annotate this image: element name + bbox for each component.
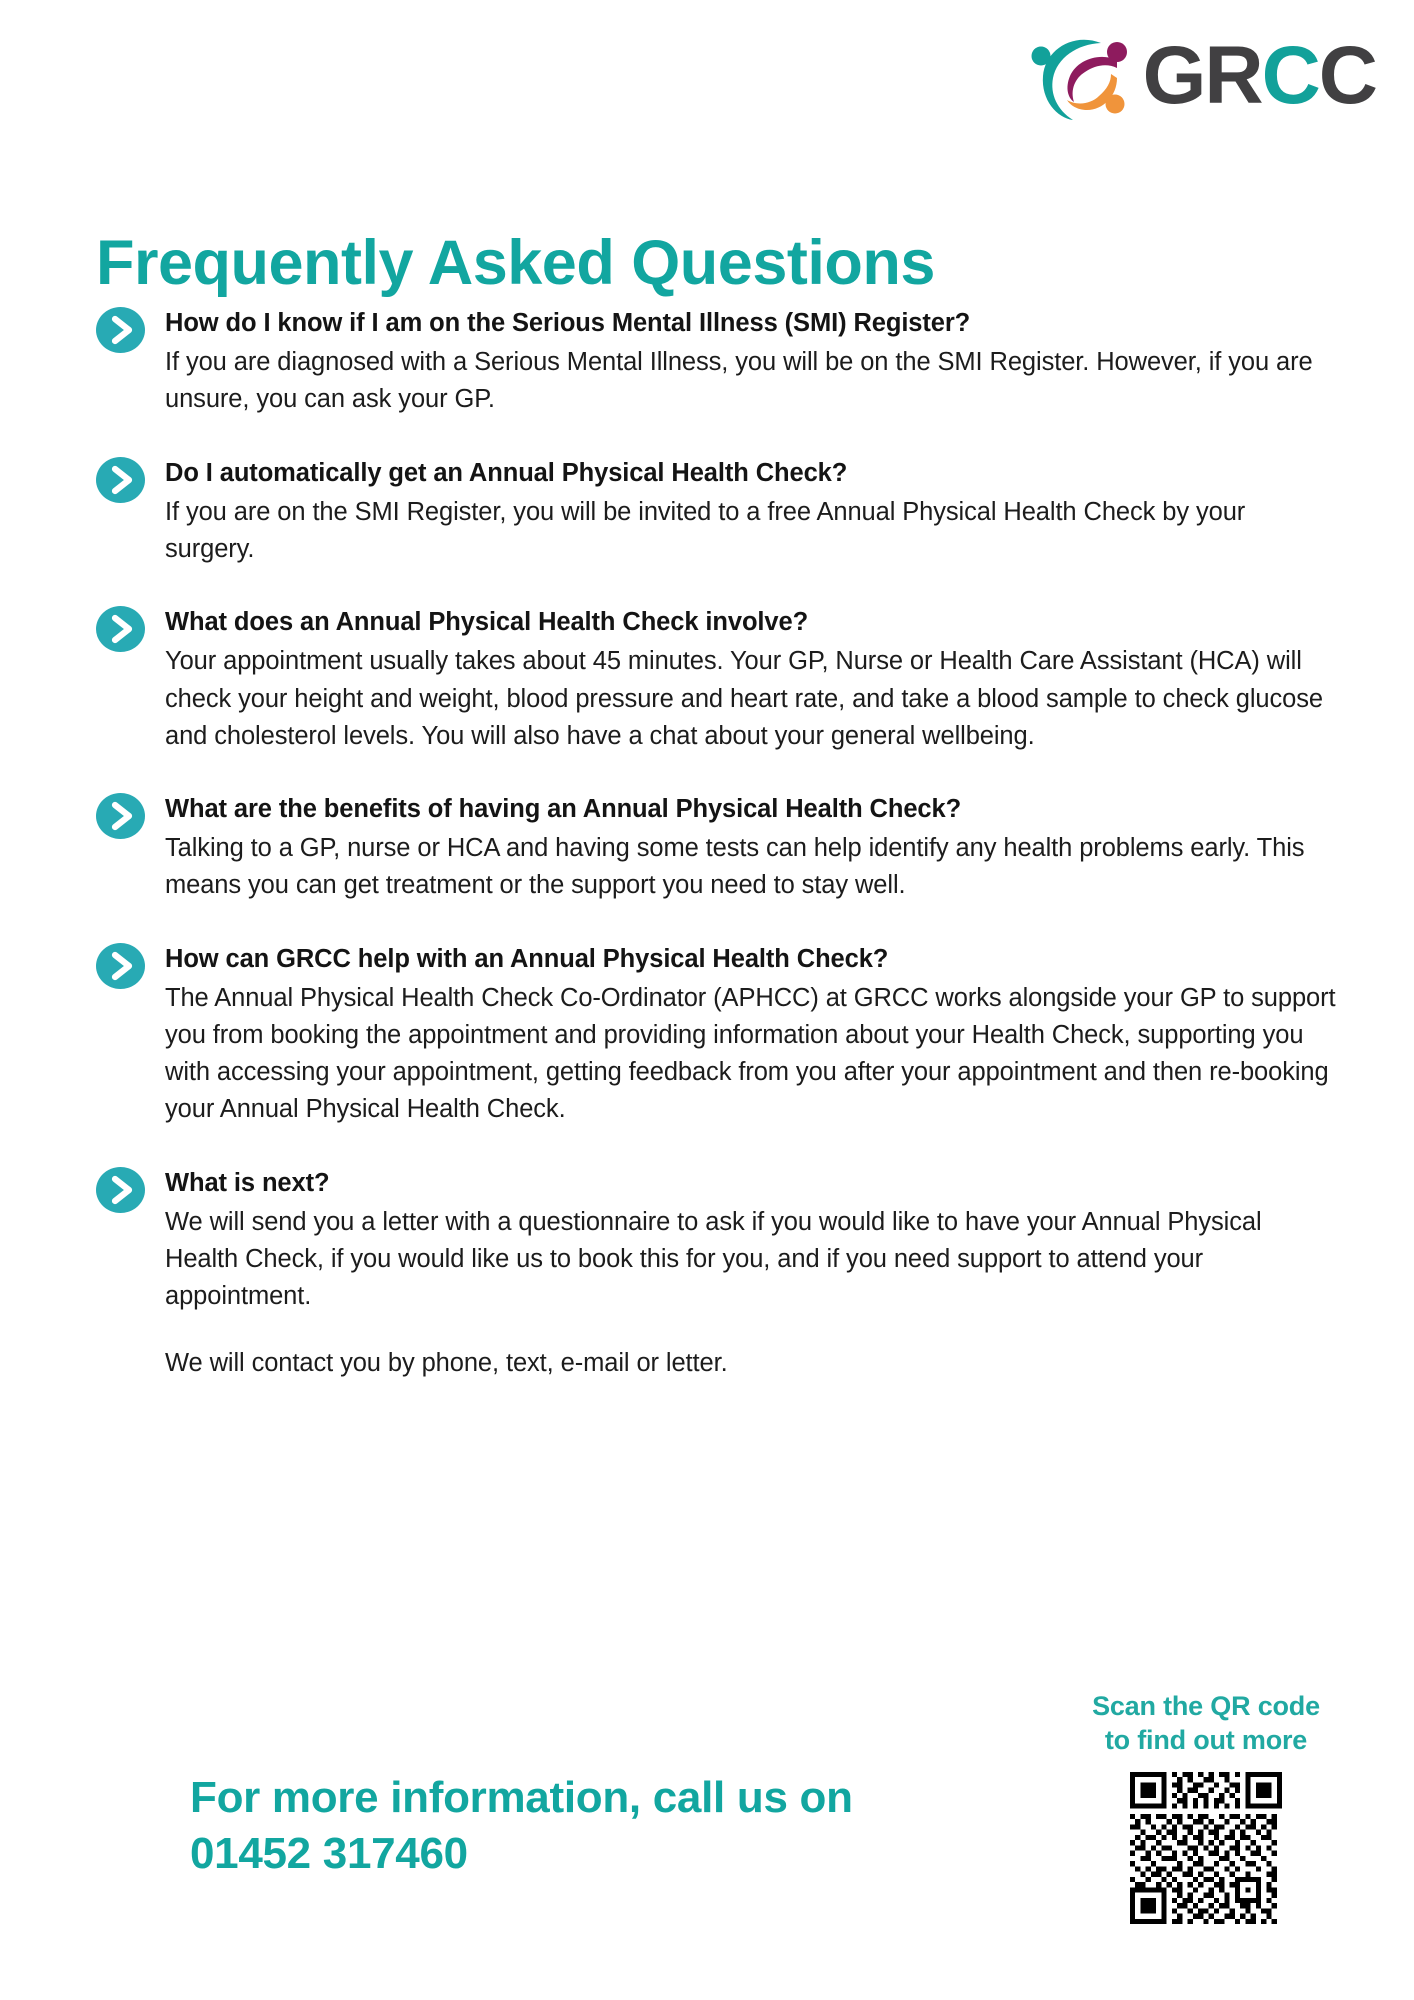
faq-body xyxy=(165,791,1336,905)
faq-body xyxy=(165,455,1336,569)
page-footer xyxy=(0,1690,1414,2000)
qr-caption xyxy=(1056,1690,1356,1758)
faq-body xyxy=(165,604,1336,755)
chevron-right-circle-icon xyxy=(96,307,145,353)
faq-question: What are the benefits of having an Annual Physical Health Check? xyxy=(165,794,962,823)
faq-answer-secondary: We will contact you by phone, text, e-mail or letter. xyxy=(165,1349,728,1378)
grcc-logo xyxy=(1029,30,1376,122)
grcc-logo-mark-icon xyxy=(1029,30,1137,122)
faq-item xyxy=(96,455,1336,569)
faq-answer: The Annual Physical Health Check Co-Ordinator (APHCC) at GRCC works alongside your GP to support you from booking the appointment and providing information about your Health Check, supporting you with accessing your appointment, getting feedback from you after your appointment and then re-booking your Annual Physical Health Check. xyxy=(165,983,1336,1124)
grcc-logo-wordmark xyxy=(1142,30,1376,121)
logo-text-gr: GR xyxy=(1142,30,1262,121)
page-title: Frequently Asked Questions xyxy=(96,228,935,299)
logo-text-c-dark: C xyxy=(1318,30,1376,121)
faq-question: What does an Annual Physical Health Check involve? xyxy=(165,608,809,637)
faq-answer: Your appointment usually takes about 45 minutes. Your GP, Nurse or Health Care Assistant (HCA) will check your height and weight, blood pressure and heart rate, and take a blood sample to check glucose and cholesterol levels. You will also have a chat about your general wellbeing. xyxy=(165,647,1323,750)
faq-item xyxy=(96,1165,1336,1383)
chevron-right-circle-icon xyxy=(96,1167,145,1213)
contact-callout-line-1: For more information, call us on xyxy=(190,1773,853,1822)
logo-text-c-teal: C xyxy=(1261,30,1319,121)
qr-code-icon[interactable] xyxy=(1130,1772,1282,1924)
faq-question: How can GRCC help with an Annual Physical Health Check? xyxy=(165,944,889,973)
faq-question: Do I automatically get an Annual Physical Health Check? xyxy=(165,458,848,487)
faq-body xyxy=(165,305,1336,419)
faq-list xyxy=(96,305,1336,1419)
chevron-right-circle-icon xyxy=(96,943,145,989)
faq-body xyxy=(165,1165,1336,1383)
chevron-right-circle-icon xyxy=(96,457,145,503)
faq-item xyxy=(96,791,1336,905)
qr-caption-line-1: Scan the QR code xyxy=(1092,1691,1320,1721)
faq-answer: If you are diagnosed with a Serious Mental Illness, you will be on the SMI Register. However, if you are unsure, you can ask your GP. xyxy=(165,348,1313,414)
faq-body xyxy=(165,941,1336,1129)
contact-callout xyxy=(190,1770,853,1883)
faq-question: What is next? xyxy=(165,1168,330,1197)
chevron-right-circle-icon xyxy=(96,793,145,839)
contact-phone-number[interactable]: 01452 317460 xyxy=(190,1829,468,1879)
faq-answer: Talking to a GP, nurse or HCA and having some tests can help identify any health problems early. This means you can get treatment or the support you need to stay well. xyxy=(165,834,1305,900)
page-header xyxy=(0,0,1414,145)
qr-block xyxy=(1056,1690,1356,1924)
faq-answer: If you are on the SMI Register, you will be invited to a free Annual Physical Health Check by your surgery. xyxy=(165,497,1246,563)
qr-caption-line-2: to find out more xyxy=(1104,1724,1308,1755)
faq-item xyxy=(96,604,1336,755)
faq-item xyxy=(96,941,1336,1129)
faq-question: How do I know if I am on the Serious Mental Illness (SMI) Register? xyxy=(165,309,971,337)
faq-item xyxy=(96,305,1336,419)
faq-answer: We will send you a letter with a questionnaire to ask if you would like to have your Annual Physical Health Check, if you would like us to book this for you, and if you need support to attend your appointment. xyxy=(165,1207,1262,1311)
chevron-right-circle-icon xyxy=(96,606,145,652)
